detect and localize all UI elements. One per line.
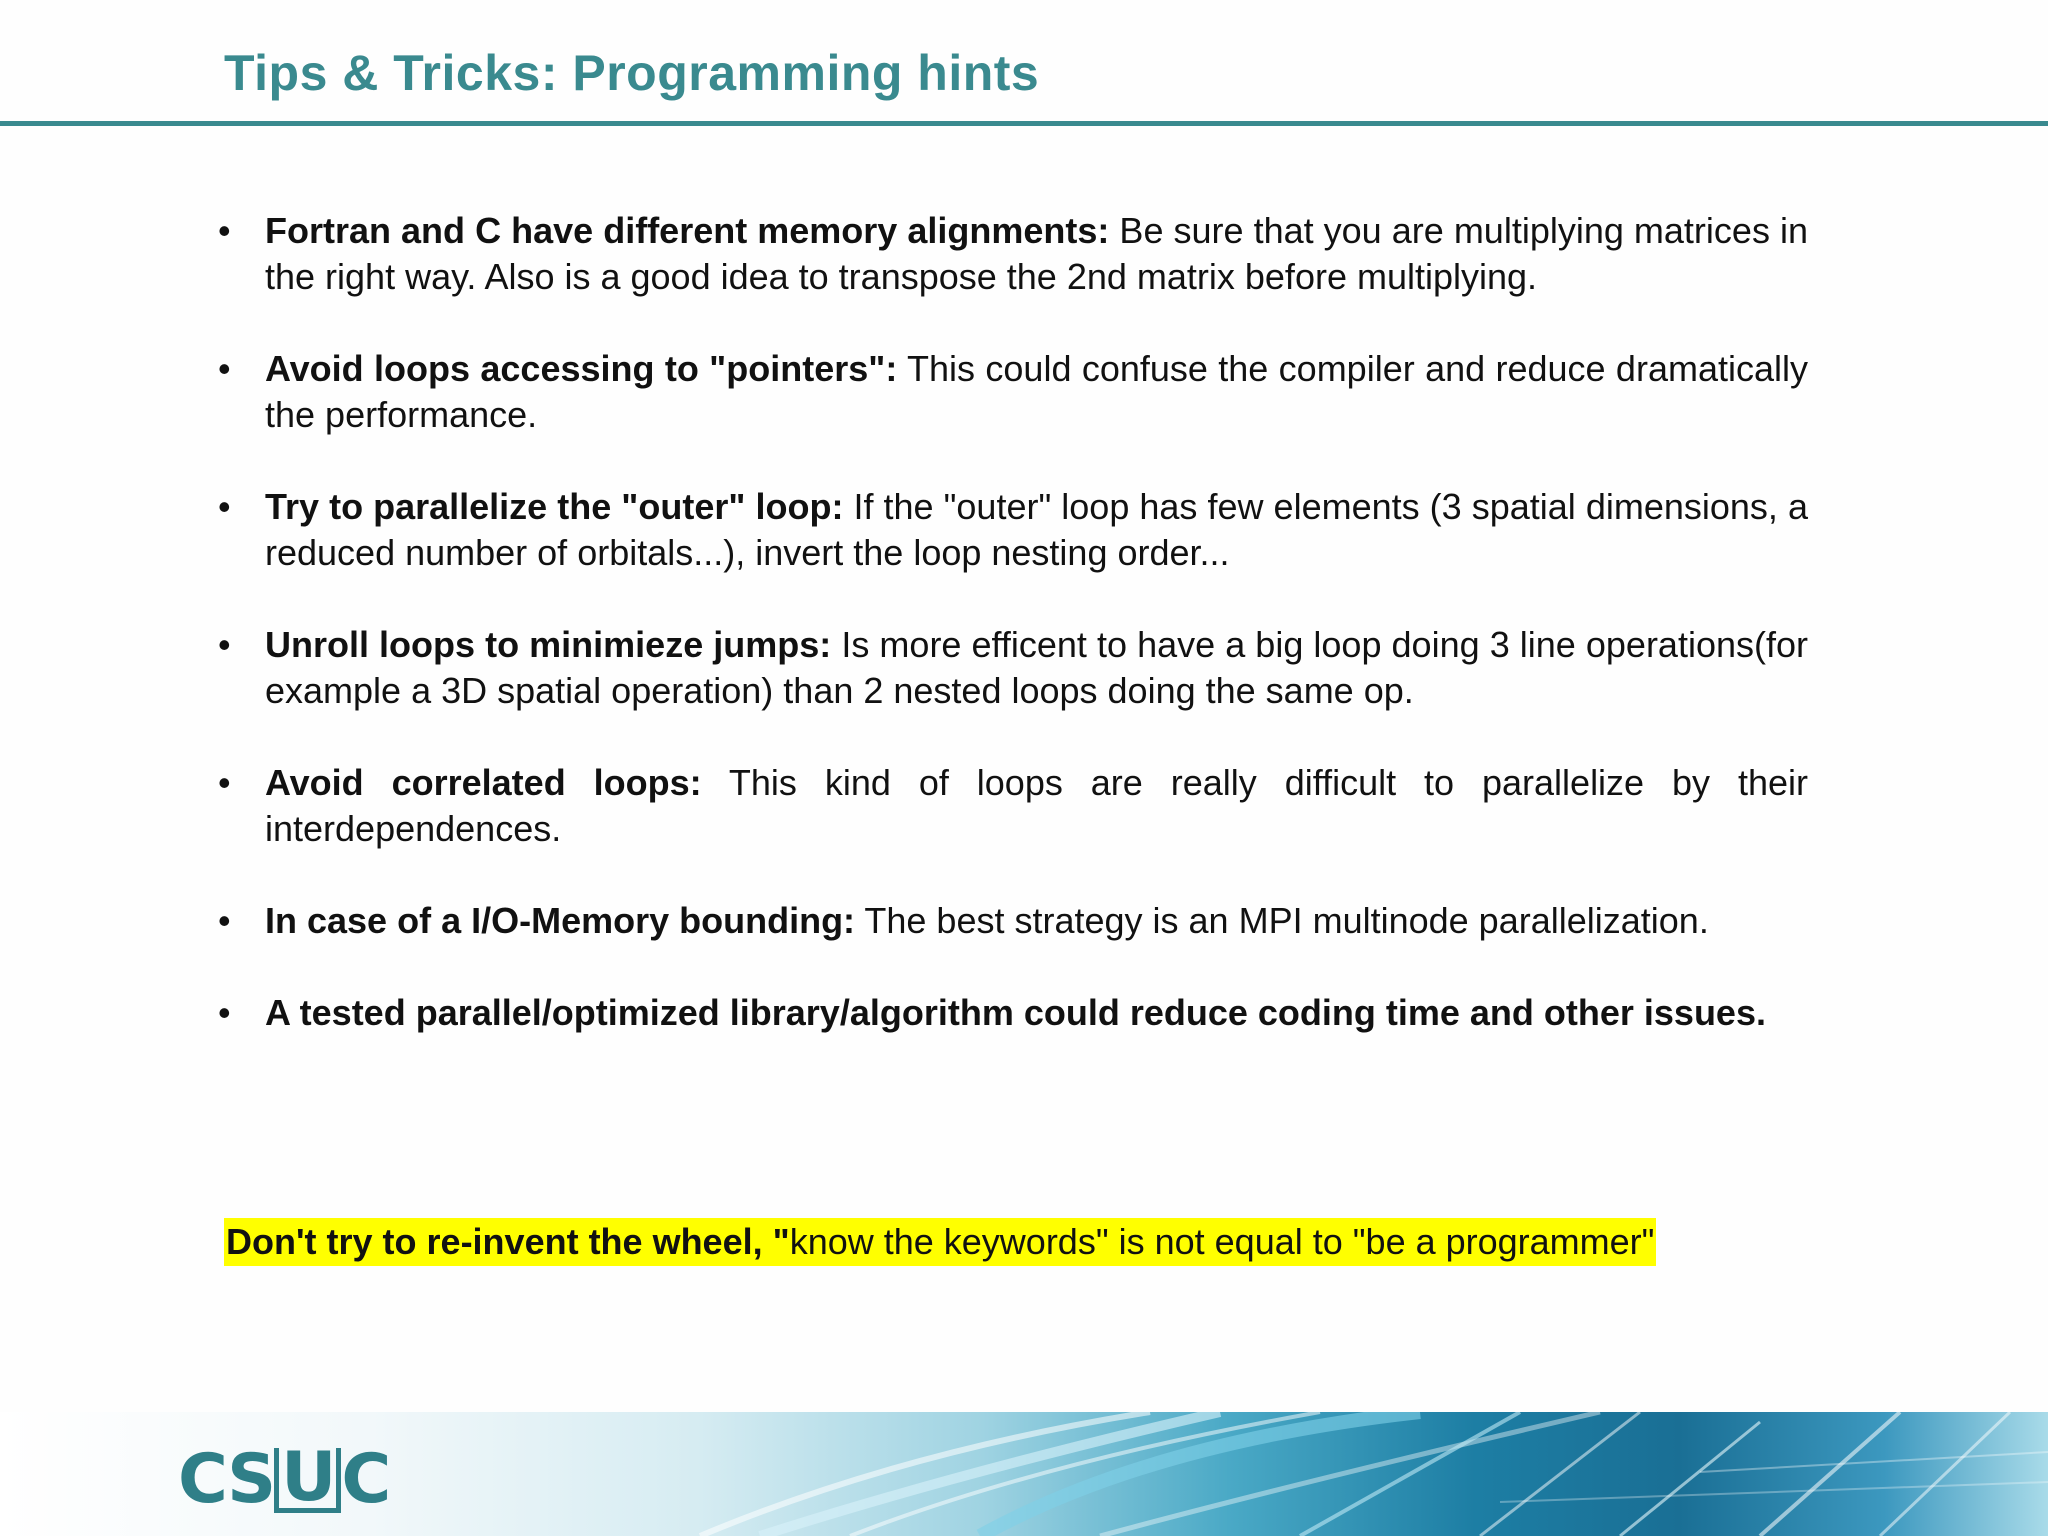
bullet-marker: • bbox=[218, 992, 231, 1033]
list-item bbox=[218, 622, 1808, 714]
bullet-text: Is more efficent to have a big loop doing 3 line operations(for example a 3D spatial operation) than 2 nested loops doing the same op. bbox=[265, 624, 1808, 711]
highlighted-takeaway bbox=[224, 1218, 1656, 1266]
csuc-logo: CS U C bbox=[178, 1438, 390, 1519]
list-item bbox=[218, 484, 1808, 576]
bullet-text: Be sure that you are multiplying matrices in the right way. Also is a good idea to transpose the 2nd matrix before multiplying. bbox=[265, 210, 1809, 297]
bullet-heading: Avoid loops accessing to "pointers": bbox=[265, 348, 898, 389]
hints-list bbox=[218, 208, 1808, 1082]
bullet-heading: Try to parallelize the "outer" loop: bbox=[265, 486, 844, 527]
bullet-heading: Fortran and C have different memory alignments: bbox=[265, 210, 1110, 251]
bullet-heading: Avoid correlated loops: bbox=[265, 762, 702, 803]
title-divider bbox=[0, 121, 2048, 126]
bullet-marker: • bbox=[218, 348, 231, 389]
bullet-heading: A tested parallel/optimized library/algorithm could reduce coding time and other issues. bbox=[265, 992, 1766, 1033]
bullet-marker: • bbox=[218, 210, 231, 251]
bullet-marker: • bbox=[218, 486, 231, 527]
bullet-heading: In case of a I/O-Memory bounding: bbox=[265, 900, 856, 941]
bullet-marker: • bbox=[218, 762, 231, 803]
list-item bbox=[218, 208, 1808, 300]
slide-title: Tips & Tricks: Programming hints bbox=[224, 45, 1040, 101]
takeaway-bold: Don't try to re-invent the wheel, " bbox=[226, 1221, 790, 1262]
list-item bbox=[218, 990, 1808, 1036]
bullet-text: The best strategy is an MPI multinode parallelization. bbox=[855, 900, 1709, 941]
takeaway-text: know the keywords" is not equal to "be a programmer" bbox=[789, 1221, 1655, 1262]
bullet-marker: • bbox=[218, 900, 231, 941]
bullet-heading: Unroll loops to minimieze jumps: bbox=[265, 624, 832, 665]
bullet-text: This could confuse the compiler and reduce dramatically the performance. bbox=[265, 348, 1808, 435]
list-item bbox=[218, 760, 1808, 852]
list-item bbox=[218, 346, 1808, 438]
bullet-text: If the "outer" loop has few elements (3 spatial dimensions, a reduced number of orbitals...), invert the loop nesting order... bbox=[265, 486, 1808, 573]
bullet-text: This kind of loops are really difficult to parallelize by their interdependences. bbox=[265, 762, 1809, 849]
bullet-marker: • bbox=[218, 624, 231, 665]
list-item bbox=[218, 898, 1808, 944]
